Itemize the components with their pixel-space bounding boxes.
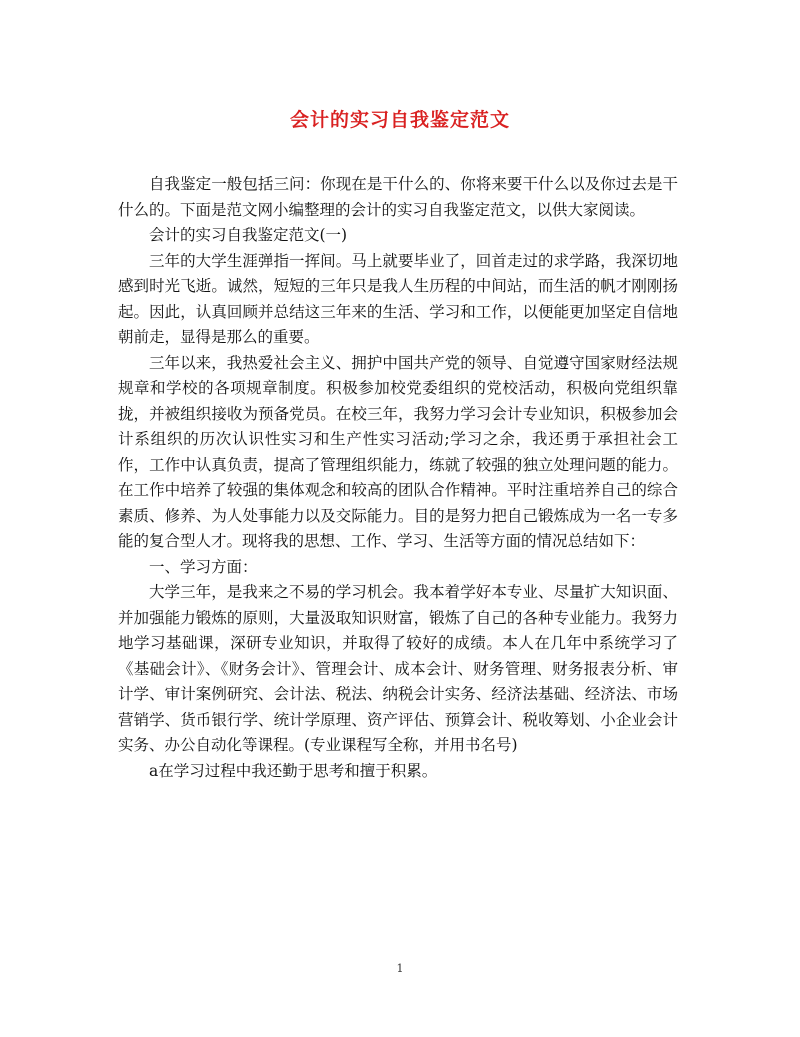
paragraph-summary: 三年以来，我热爱社会主义、拥护中国共产党的领导、自觉遵守国家财经法规规章和学校的各项规章制度。积极参加校党委组织的党校活动，积极向党组织靠拢，并被组织接收为预备党员。在校三年，我努力学习会计专业知识，积极参加会计系组织的历次认识性实习和生产性实习活动;学习之余，我还勇于承担社会工作，工作中认真负责，提高了管理组织能力，练就了较强的独立处理问题的能力。在工作中培养了较强的集体观念和较高的团队合作精神。平时注重培养自己的综合素质、修养、为人处事能力以及交际能力。目的是努力把自己锻炼成为一名一专多能的复合型人才。现将我的思想、工作、学习、生活等方面的情况总结如下： (118, 353, 678, 550)
document-title: 会计的实习自我鉴定范文 (289, 109, 510, 131)
paragraph-study-habits: a在学习过程中我还勤于思考和擅于积累。 (149, 761, 438, 780)
page-number: 1 (396, 962, 404, 975)
paragraph-reflection: 三年的大学生涯弹指一挥间。马上就要毕业了，回首走过的求学路，我深切地感到时光飞逝。诚然，短短的三年只是我人生历程的中间站，而生活的帆才刚刚扬起。因此，认真回顾并总结这三年来的生活、学习和工作，以便能更加坚定自信地朝前走，显得是那么的重要。 (118, 251, 678, 346)
paragraph-study-details: 大学三年，是我来之不易的学习机会。我本着学好本专业、尽量扩大知识面、并加强能力锻炼的原则，大量汲取知识财富，锻炼了自己的各种专业能力。我努力地学习基础课，深研专业知识，并取得了较好的成绩。本人在几年中系统学习了《基础会计》、《财务会计》、管理会计、成本会计、财务管理、财务报表分析、审计学、审计案例研究、会计法、税法、纳税会计实务、经济法基础、经济法、市场营销学、货币银行学、统计学原理、资产评估、预算会计、税收筹划、小企业会计实务、办公自动化等课程。(专业课程写全称，并用书名号) (118, 583, 678, 754)
paragraph-intro: 自我鉴定一般包括三问：你现在是干什么的、你将来要干什么以及你过去是干什么的。下面是范文网小编整理的会计的实习自我鉴定范文，以供大家阅读。 (118, 175, 678, 219)
paragraph-section-heading: 会计的实习自我鉴定范文(一) (149, 226, 348, 244)
document-body (118, 172, 678, 784)
paragraph-study-heading: 一、学习方面： (149, 557, 258, 576)
